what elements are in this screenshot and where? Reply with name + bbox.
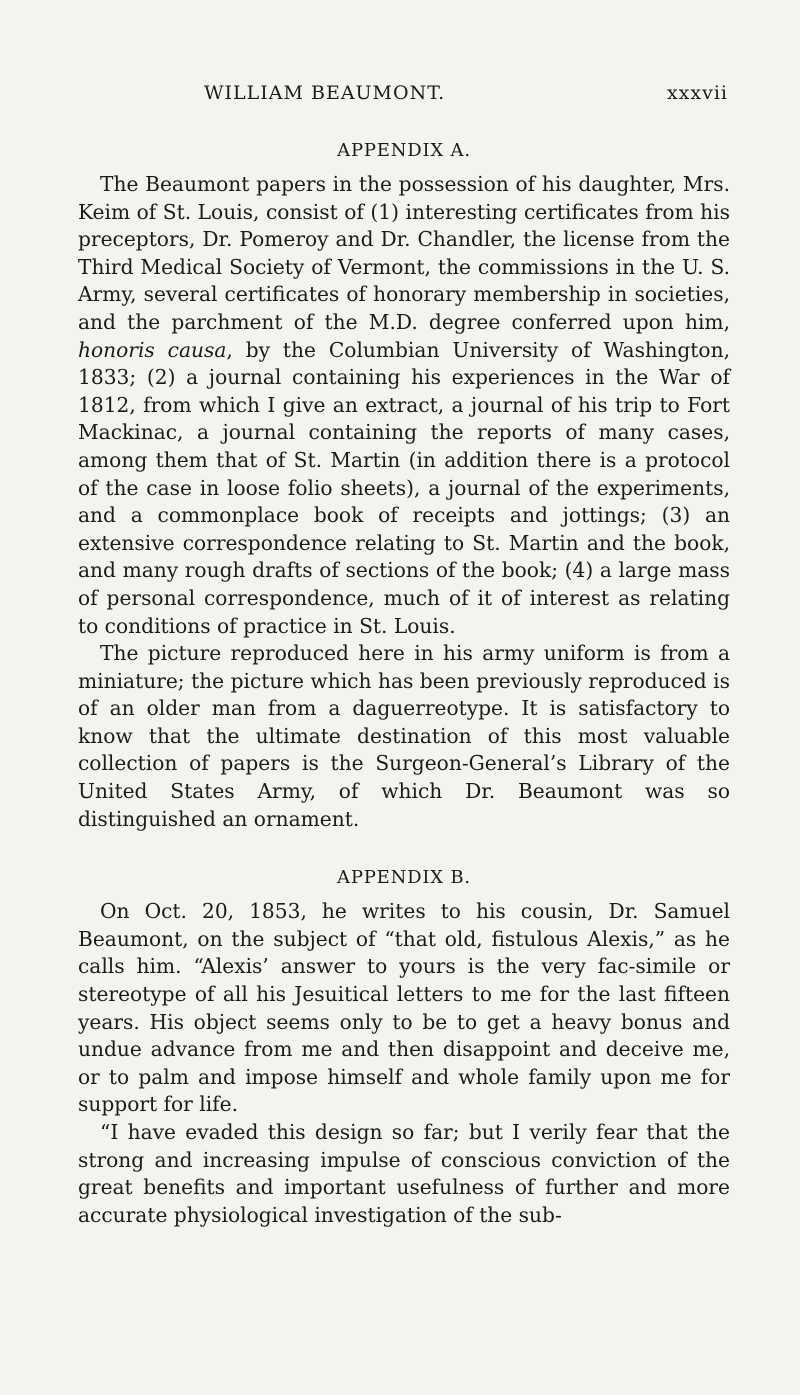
appendix-a-paragraph-2: The picture reproduced here in his army uniform is from a miniature; the picture which has been previously reproduced is of an older man from a daguerreotype. It is satisfactory to know that the ultimate destination of this most valuable collection of papers is the Surgeon-General’s Library of the United States Army, of which Dr. Beaumont was so distinguished an ornament. — [78, 641, 730, 831]
appendix-a-paragraph-1-start: The Beaumont papers in the possession of his daughter, Mrs. Keim of St. Louis, consist of (1) interesting certificates from his preceptors, Dr. Pomeroy and Dr. Chandler, the license from the Third Medical Society of Vermont, the commissions in the U. S. Army, several certificates of honorary membership in societies, and the parchment of the M.D. degree conferred upon him, — [78, 172, 730, 334]
appendix-b-paragraph-1: On Oct. 20, 1853, he writes to his cousin, Dr. Samuel Beaumont, on the subject of “that old, fistulous Alexis,” as he calls him. “Alexis’ answer to yours is the very fac-simile or stereotype of all his Jesuitical letters to me for the last fifteen years. His object seems only to be to get a heavy bonus and undue advance from me and then disappoint and deceive me, or to palm and impose himself and whole family upon me for support for life. — [78, 899, 730, 1117]
page-number: xxxvii — [666, 82, 728, 104]
appendix-b-heading: APPENDIX B. — [337, 867, 471, 889]
appendix-a-paragraph-1 — [78, 171, 730, 640]
section-spacer — [78, 833, 730, 867]
running-head-title: WILLIAM BEAUMONT. — [204, 82, 446, 104]
appendix-a-paragraph-1-end: , by the Columbian University of Washington, 1833; (2) a journal containing his experiences in the War of 1812, from which I give an extract, a journal of his trip to Fort Mackinac, a journal containing the reports of many cases, among them that of St. Martin (in addition there is a protocol of the case in loose folio sheets), a journal of the experiments, and a commonplace book of receipts and jottings; (3) an extensive correspondence relating to St. Martin and the book, and many rough drafts of sections of the book; (4) a large mass of personal correspondence, much of it of interest as relating to conditions of practice in St. Louis. — [78, 337, 730, 638]
appendix-a-italic-phrase: honoris causa — [78, 337, 227, 362]
appendix-b-paragraph-2: “I have evaded this design so far; but I verily fear that the strong and increasing impulse of conscious conviction of the great benefits and important usefulness of further and more accurate physiological investigation of the sub- — [78, 1120, 730, 1227]
appendix-a-heading: APPENDIX A. — [337, 140, 471, 161]
running-head — [78, 82, 730, 104]
